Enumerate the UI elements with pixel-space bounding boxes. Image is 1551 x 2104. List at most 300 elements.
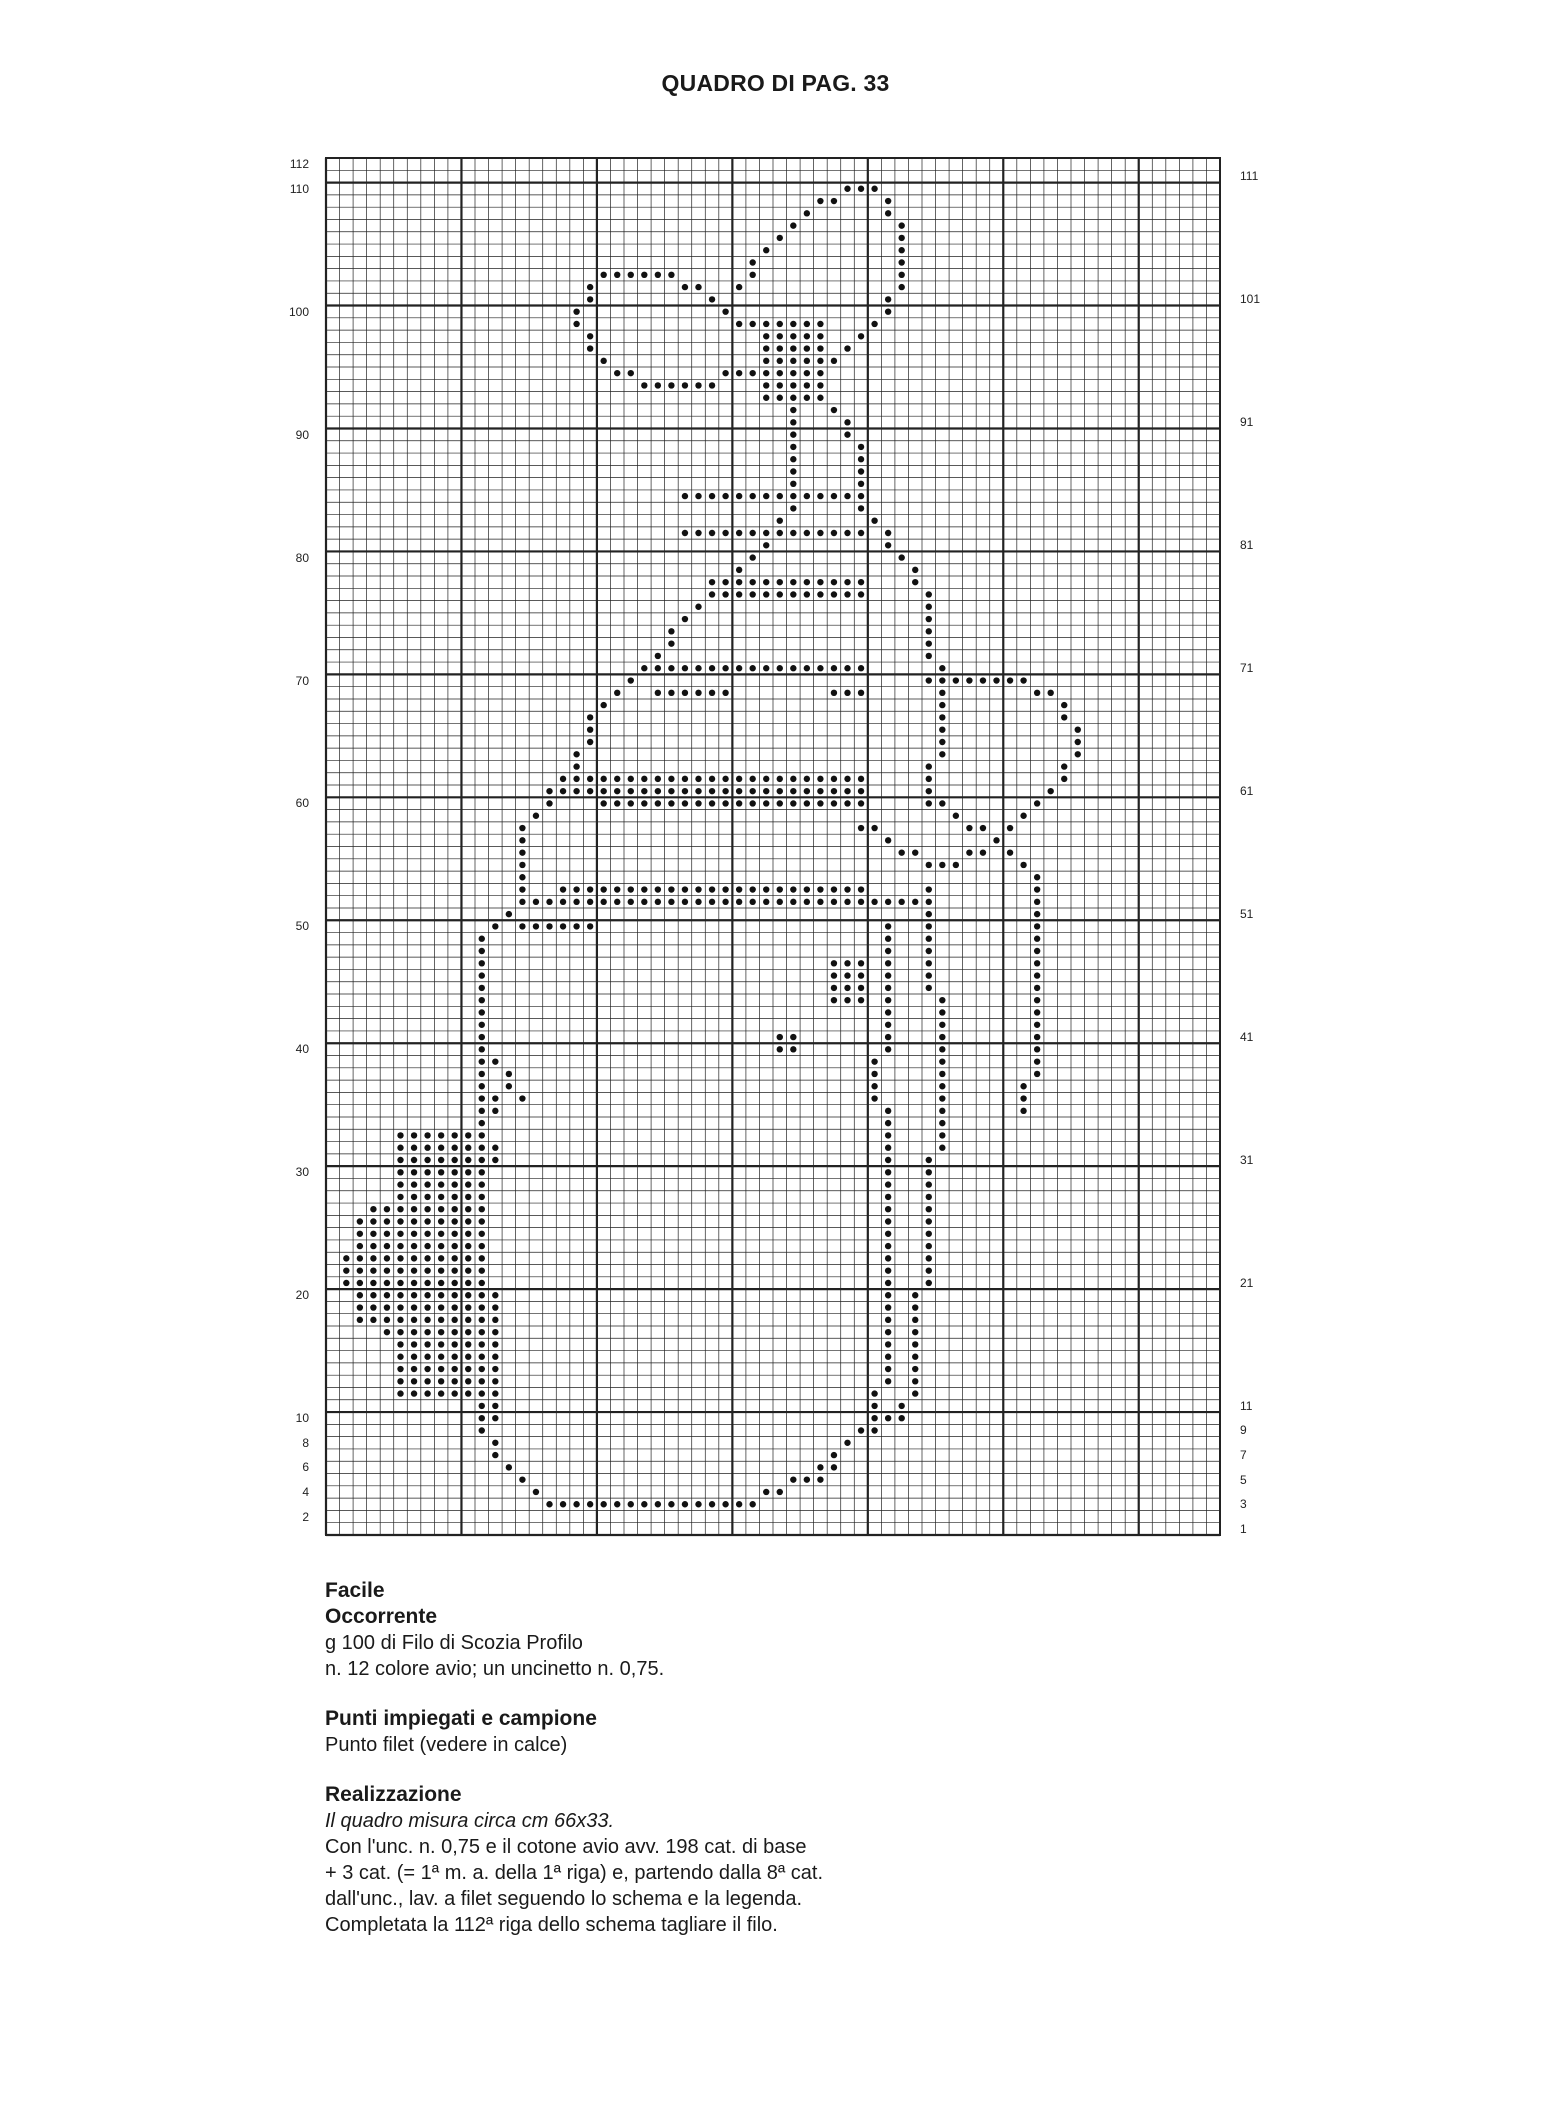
filled-cell-dot bbox=[573, 1501, 579, 1507]
filled-cell-dot bbox=[492, 1317, 498, 1323]
filled-cell-dot bbox=[804, 776, 810, 782]
filled-cell-dot bbox=[817, 321, 823, 327]
filled-cell-dot bbox=[465, 1243, 471, 1249]
filled-cell-dot bbox=[858, 456, 864, 462]
filled-cell-dot bbox=[790, 1476, 796, 1482]
filled-cell-dot bbox=[411, 1292, 417, 1298]
filled-cell-dot bbox=[885, 1022, 891, 1028]
filled-cell-dot bbox=[397, 1366, 403, 1372]
filled-cell-dot bbox=[844, 690, 850, 696]
filled-cell-dot bbox=[479, 1218, 485, 1224]
filled-cell-dot bbox=[1061, 776, 1067, 782]
filled-cell-dot bbox=[885, 1329, 891, 1335]
filled-cell-dot bbox=[763, 382, 769, 388]
filled-cell-dot bbox=[479, 1280, 485, 1286]
filled-cell-dot bbox=[885, 1009, 891, 1015]
filled-cell-dot bbox=[777, 899, 783, 905]
filled-cell-dot bbox=[357, 1317, 363, 1323]
row-label-left: 8 bbox=[302, 1435, 309, 1450]
filled-cell-dot bbox=[573, 923, 579, 929]
filled-cell-dot bbox=[492, 1452, 498, 1458]
filled-cell-dot bbox=[614, 370, 620, 376]
filled-cell-dot bbox=[424, 1304, 430, 1310]
filled-cell-dot bbox=[763, 788, 769, 794]
filled-cell-dot bbox=[506, 1071, 512, 1077]
filled-cell-dot bbox=[926, 886, 932, 892]
filled-cell-dot bbox=[479, 960, 485, 966]
filled-cell-dot bbox=[465, 1145, 471, 1151]
filled-cell-dot bbox=[804, 382, 810, 388]
filled-cell-dot bbox=[939, 1083, 945, 1089]
filled-cell-dot bbox=[519, 849, 525, 855]
filled-cell-dot bbox=[790, 468, 796, 474]
filled-cell-dot bbox=[1034, 972, 1040, 978]
filled-cell-dot bbox=[465, 1280, 471, 1286]
filled-cell-dot bbox=[438, 1157, 444, 1163]
filled-cell-dot bbox=[424, 1255, 430, 1261]
filled-cell-dot bbox=[777, 370, 783, 376]
filled-cell-dot bbox=[790, 358, 796, 364]
filled-cell-dot bbox=[465, 1157, 471, 1163]
filled-cell-dot bbox=[560, 1501, 566, 1507]
row-label-left: 90 bbox=[295, 427, 309, 442]
filled-cell-dot bbox=[953, 813, 959, 819]
filled-cell-dot bbox=[736, 1501, 742, 1507]
filled-cell-dot bbox=[384, 1218, 390, 1224]
filled-cell-dot bbox=[1034, 1046, 1040, 1052]
filled-cell-dot bbox=[885, 1354, 891, 1360]
filled-cell-dot bbox=[587, 1501, 593, 1507]
filled-cell-dot bbox=[479, 1292, 485, 1298]
filled-cell-dot bbox=[370, 1243, 376, 1249]
filled-cell-dot bbox=[885, 210, 891, 216]
filled-cell-dot bbox=[926, 640, 932, 646]
filled-cell-dot bbox=[628, 886, 634, 892]
filled-cell-dot bbox=[357, 1304, 363, 1310]
filled-cell-dot bbox=[655, 899, 661, 905]
filled-cell-dot bbox=[438, 1366, 444, 1372]
filled-cell-dot bbox=[451, 1206, 457, 1212]
filled-cell-dot bbox=[749, 530, 755, 536]
filled-cell-dot bbox=[424, 1341, 430, 1347]
filled-cell-dot bbox=[831, 358, 837, 364]
filled-cell-dot bbox=[357, 1218, 363, 1224]
filled-cell-dot bbox=[668, 886, 674, 892]
filled-cell-dot bbox=[628, 788, 634, 794]
row-label-left: 112 bbox=[289, 157, 309, 172]
filled-cell-dot bbox=[912, 1378, 918, 1384]
filled-cell-dot bbox=[763, 776, 769, 782]
filled-cell-dot bbox=[804, 579, 810, 585]
filled-cell-dot bbox=[465, 1378, 471, 1384]
filled-cell-dot bbox=[492, 1329, 498, 1335]
filled-cell-dot bbox=[804, 800, 810, 806]
filled-cell-dot bbox=[682, 800, 688, 806]
filled-cell-dot bbox=[384, 1329, 390, 1335]
filled-cell-dot bbox=[858, 1427, 864, 1433]
filled-cell-dot bbox=[858, 186, 864, 192]
filled-cell-dot bbox=[438, 1341, 444, 1347]
filled-cell-dot bbox=[722, 579, 728, 585]
filled-cell-dot bbox=[357, 1255, 363, 1261]
filled-cell-dot bbox=[397, 1329, 403, 1335]
filled-cell-dot bbox=[506, 1083, 512, 1089]
filled-cell-dot bbox=[817, 493, 823, 499]
filled-cell-dot bbox=[384, 1304, 390, 1310]
filled-cell-dot bbox=[397, 1194, 403, 1200]
filled-cell-dot bbox=[926, 653, 932, 659]
chart-title: QUADRO DI PAG. 33 bbox=[661, 70, 890, 96]
filled-cell-dot bbox=[871, 1058, 877, 1064]
filled-cell-dot bbox=[479, 1390, 485, 1396]
row-label-left: 100 bbox=[288, 304, 309, 319]
filled-cell-dot bbox=[438, 1329, 444, 1335]
filled-cell-dot bbox=[831, 985, 837, 991]
filled-cell-dot bbox=[777, 530, 783, 536]
filled-cell-dot bbox=[479, 1243, 485, 1249]
filled-cell-dot bbox=[722, 665, 728, 671]
filled-cell-dot bbox=[709, 591, 715, 597]
filled-cell-dot bbox=[506, 911, 512, 917]
filled-cell-dot bbox=[749, 370, 755, 376]
filled-cell-dot bbox=[885, 1255, 891, 1261]
filled-cell-dot bbox=[1034, 1009, 1040, 1015]
filled-cell-dot bbox=[451, 1317, 457, 1323]
filled-cell-dot bbox=[777, 395, 783, 401]
filled-cell-dot bbox=[397, 1280, 403, 1286]
filled-cell-dot bbox=[871, 1403, 877, 1409]
filled-cell-dot bbox=[926, 1280, 932, 1286]
filled-cell-dot bbox=[777, 382, 783, 388]
materials-heading: Occorrente bbox=[325, 1605, 438, 1628]
filled-cell-dot bbox=[587, 886, 593, 892]
filled-cell-dot bbox=[885, 1280, 891, 1286]
filled-cell-dot bbox=[668, 776, 674, 782]
filled-cell-dot bbox=[722, 308, 728, 314]
filled-cell-dot bbox=[451, 1218, 457, 1224]
filled-cell-dot bbox=[722, 800, 728, 806]
filled-cell-dot bbox=[763, 247, 769, 253]
filled-cell-dot bbox=[790, 395, 796, 401]
filled-cell-dot bbox=[885, 1243, 891, 1249]
filled-cell-dot bbox=[614, 899, 620, 905]
filled-cell-dot bbox=[600, 358, 606, 364]
filled-cell-dot bbox=[926, 1231, 932, 1237]
filled-cell-dot bbox=[600, 272, 606, 278]
filled-cell-dot bbox=[804, 210, 810, 216]
row-label-right: 41 bbox=[1240, 1030, 1254, 1045]
filled-cell-dot bbox=[465, 1292, 471, 1298]
filled-cell-dot bbox=[1034, 936, 1040, 942]
filled-cell-dot bbox=[709, 493, 715, 499]
filled-cell-dot bbox=[831, 960, 837, 966]
filled-cell-dot bbox=[479, 1194, 485, 1200]
filled-cell-dot bbox=[844, 431, 850, 437]
filled-cell-dot bbox=[749, 579, 755, 585]
filled-cell-dot bbox=[763, 395, 769, 401]
filled-cell-dot bbox=[479, 1354, 485, 1360]
filled-cell-dot bbox=[885, 997, 891, 1003]
filled-cell-dot bbox=[560, 776, 566, 782]
filled-cell-dot bbox=[777, 517, 783, 523]
filled-cell-dot bbox=[668, 640, 674, 646]
filled-cell-dot bbox=[600, 776, 606, 782]
filled-cell-dot bbox=[790, 579, 796, 585]
filled-cell-dot bbox=[817, 198, 823, 204]
filled-cell-dot bbox=[451, 1194, 457, 1200]
filled-cell-dot bbox=[804, 493, 810, 499]
filled-cell-dot bbox=[573, 788, 579, 794]
filled-cell-dot bbox=[885, 542, 891, 548]
filled-cell-dot bbox=[912, 1292, 918, 1298]
filled-cell-dot bbox=[682, 493, 688, 499]
filled-cell-dot bbox=[898, 272, 904, 278]
filled-cell-dot bbox=[479, 1083, 485, 1089]
work-line: + 3 cat. (= 1ª m. a. della 1ª riga) e, partendo dalla 8ª cat. bbox=[325, 1862, 824, 1884]
filled-cell-dot bbox=[993, 677, 999, 683]
filled-cell-dot bbox=[939, 714, 945, 720]
filled-cell-dot bbox=[519, 886, 525, 892]
filled-cell-dot bbox=[357, 1243, 363, 1249]
filled-cell-dot bbox=[370, 1206, 376, 1212]
filled-cell-dot bbox=[451, 1280, 457, 1286]
filled-cell-dot bbox=[831, 886, 837, 892]
filled-cell-dot bbox=[871, 517, 877, 523]
filled-cell-dot bbox=[438, 1218, 444, 1224]
filled-cell-dot bbox=[885, 1231, 891, 1237]
filled-cell-dot bbox=[451, 1132, 457, 1138]
filled-cell-dot bbox=[912, 1341, 918, 1347]
filled-cell-dot bbox=[939, 800, 945, 806]
row-label-right: 21 bbox=[1240, 1275, 1254, 1290]
filled-cell-dot bbox=[709, 899, 715, 905]
filled-cell-dot bbox=[695, 899, 701, 905]
filled-cell-dot bbox=[844, 985, 850, 991]
filled-cell-dot bbox=[804, 333, 810, 339]
filled-cell-dot bbox=[763, 321, 769, 327]
filled-cell-dot bbox=[939, 1120, 945, 1126]
filled-cell-dot bbox=[695, 665, 701, 671]
filled-cell-dot bbox=[465, 1317, 471, 1323]
filled-cell-dot bbox=[411, 1317, 417, 1323]
row-label-right: 91 bbox=[1240, 415, 1254, 430]
filled-cell-dot bbox=[384, 1292, 390, 1298]
filled-cell-dot bbox=[1034, 1058, 1040, 1064]
filled-cell-dot bbox=[885, 198, 891, 204]
filled-cell-dot bbox=[411, 1132, 417, 1138]
filled-cell-dot bbox=[939, 702, 945, 708]
work-line: dall'unc., lav. a filet seguendo lo schema e la legenda. bbox=[325, 1888, 803, 1910]
filled-cell-dot bbox=[749, 554, 755, 560]
filled-cell-dot bbox=[479, 972, 485, 978]
filled-cell-dot bbox=[479, 936, 485, 942]
filled-cell-dot bbox=[614, 690, 620, 696]
filled-cell-dot bbox=[1020, 677, 1026, 683]
filled-cell-dot bbox=[871, 1390, 877, 1396]
filled-cell-dot bbox=[831, 493, 837, 499]
filled-cell-dot bbox=[397, 1292, 403, 1298]
filled-cell-dot bbox=[492, 1440, 498, 1446]
row-label-right: 31 bbox=[1240, 1153, 1254, 1167]
filled-cell-dot bbox=[465, 1231, 471, 1237]
filled-cell-dot bbox=[451, 1378, 457, 1384]
filled-cell-dot bbox=[1034, 1034, 1040, 1040]
filled-cell-dot bbox=[885, 1378, 891, 1384]
filled-cell-dot bbox=[343, 1267, 349, 1273]
filled-cell-dot bbox=[1007, 677, 1013, 683]
filled-cell-dot bbox=[479, 1341, 485, 1347]
filled-cell-dot bbox=[763, 493, 769, 499]
filled-cell-dot bbox=[898, 284, 904, 290]
filled-cell-dot bbox=[438, 1390, 444, 1396]
filled-cell-dot bbox=[587, 899, 593, 905]
filled-cell-dot bbox=[790, 431, 796, 437]
filled-cell-dot bbox=[424, 1329, 430, 1335]
filled-cell-dot bbox=[451, 1329, 457, 1335]
filled-cell-dot bbox=[397, 1169, 403, 1175]
filled-cell-dot bbox=[736, 788, 742, 794]
filled-cell-dot bbox=[560, 899, 566, 905]
filled-cell-dot bbox=[980, 677, 986, 683]
filled-cell-dot bbox=[451, 1169, 457, 1175]
filled-cell-dot bbox=[763, 591, 769, 597]
filled-cell-dot bbox=[411, 1157, 417, 1163]
filled-cell-dot bbox=[926, 1194, 932, 1200]
filled-cell-dot bbox=[1075, 739, 1081, 745]
filled-cell-dot bbox=[844, 419, 850, 425]
filled-cell-dot bbox=[479, 1403, 485, 1409]
filled-cell-dot bbox=[912, 1366, 918, 1372]
filled-cell-dot bbox=[695, 690, 701, 696]
filled-cell-dot bbox=[492, 1157, 498, 1163]
filled-cell-dot bbox=[397, 1231, 403, 1237]
filled-cell-dot bbox=[939, 677, 945, 683]
filled-cell-dot bbox=[479, 1255, 485, 1261]
filled-cell-dot bbox=[817, 1464, 823, 1470]
filled-cell-dot bbox=[438, 1354, 444, 1360]
filled-cell-dot bbox=[573, 776, 579, 782]
filled-cell-dot bbox=[953, 862, 959, 868]
filled-cell-dot bbox=[736, 665, 742, 671]
filled-cell-dot bbox=[817, 382, 823, 388]
filled-cell-dot bbox=[655, 382, 661, 388]
filled-cell-dot bbox=[465, 1132, 471, 1138]
row-label-left: 20 bbox=[295, 1288, 309, 1303]
filled-cell-dot bbox=[790, 530, 796, 536]
filled-cell-dot bbox=[411, 1341, 417, 1347]
filled-cell-dot bbox=[777, 886, 783, 892]
filled-cell-dot bbox=[682, 886, 688, 892]
filled-cell-dot bbox=[763, 1489, 769, 1495]
filled-cell-dot bbox=[831, 776, 837, 782]
filled-cell-dot bbox=[790, 345, 796, 351]
filled-cell-dot bbox=[343, 1280, 349, 1286]
filled-cell-dot bbox=[844, 493, 850, 499]
filled-cell-dot bbox=[465, 1390, 471, 1396]
filled-cell-dot bbox=[479, 1046, 485, 1052]
filled-cell-dot bbox=[533, 899, 539, 905]
filled-cell-dot bbox=[465, 1354, 471, 1360]
filled-cell-dot bbox=[790, 444, 796, 450]
filled-cell-dot bbox=[709, 579, 715, 585]
filled-cell-dot bbox=[573, 308, 579, 314]
filled-cell-dot bbox=[1075, 727, 1081, 733]
filled-cell-dot bbox=[898, 554, 904, 560]
filled-cell-dot bbox=[858, 788, 864, 794]
filled-cell-dot bbox=[885, 972, 891, 978]
filled-cell-dot bbox=[357, 1267, 363, 1273]
filled-cell-dot bbox=[1034, 1022, 1040, 1028]
filled-cell-dot bbox=[668, 1501, 674, 1507]
filled-cell-dot bbox=[424, 1267, 430, 1273]
filled-cell-dot bbox=[1034, 800, 1040, 806]
filled-cell-dot bbox=[1007, 825, 1013, 831]
filled-cell-dot bbox=[858, 960, 864, 966]
filled-cell-dot bbox=[763, 345, 769, 351]
filled-cell-dot bbox=[831, 997, 837, 1003]
filled-cell-dot bbox=[682, 1501, 688, 1507]
filled-cell-dot bbox=[587, 714, 593, 720]
filled-cell-dot bbox=[451, 1145, 457, 1151]
filled-cell-dot bbox=[1034, 911, 1040, 917]
row-label-left: 30 bbox=[295, 1165, 309, 1180]
filled-cell-dot bbox=[479, 1034, 485, 1040]
filled-cell-dot bbox=[438, 1132, 444, 1138]
filled-cell-dot bbox=[628, 677, 634, 683]
filled-cell-dot bbox=[885, 899, 891, 905]
filled-cell-dot bbox=[479, 1009, 485, 1015]
filled-cell-dot bbox=[479, 997, 485, 1003]
filled-cell-dot bbox=[1020, 1095, 1026, 1101]
filled-cell-dot bbox=[695, 493, 701, 499]
filled-cell-dot bbox=[424, 1317, 430, 1323]
filled-cell-dot bbox=[898, 1415, 904, 1421]
filled-cell-dot bbox=[614, 272, 620, 278]
filled-cell-dot bbox=[790, 1034, 796, 1040]
filled-cell-dot bbox=[641, 382, 647, 388]
filled-cell-dot bbox=[926, 1157, 932, 1163]
work-line: Completata la 112ª riga dello schema tagliare il filo. bbox=[325, 1914, 778, 1936]
filled-cell-dot bbox=[1061, 714, 1067, 720]
filled-cell-dot bbox=[479, 1058, 485, 1064]
filled-cell-dot bbox=[709, 382, 715, 388]
filled-cell-dot bbox=[479, 1317, 485, 1323]
filled-cell-dot bbox=[898, 849, 904, 855]
filled-cell-dot bbox=[600, 886, 606, 892]
filled-cell-dot bbox=[926, 800, 932, 806]
filled-cell-dot bbox=[370, 1280, 376, 1286]
filled-cell-dot bbox=[695, 776, 701, 782]
filled-cell-dot bbox=[465, 1304, 471, 1310]
filled-cell-dot bbox=[722, 1501, 728, 1507]
filled-cell-dot bbox=[777, 1489, 783, 1495]
filled-cell-dot bbox=[519, 1476, 525, 1482]
filled-cell-dot bbox=[926, 591, 932, 597]
filled-cell-dot bbox=[424, 1218, 430, 1224]
work-line: Con l'unc. n. 0,75 e il cotone avio avv. 198 cat. di base bbox=[325, 1836, 807, 1858]
filled-cell-dot bbox=[980, 849, 986, 855]
filled-cell-dot bbox=[790, 1046, 796, 1052]
filled-cell-dot bbox=[709, 296, 715, 302]
filled-cell-dot bbox=[831, 530, 837, 536]
filled-cell-dot bbox=[479, 1329, 485, 1335]
filled-cell-dot bbox=[790, 456, 796, 462]
filled-cell-dot bbox=[695, 530, 701, 536]
row-label-left: 40 bbox=[295, 1042, 309, 1057]
filled-cell-dot bbox=[628, 800, 634, 806]
filled-cell-dot bbox=[438, 1255, 444, 1261]
filled-cell-dot bbox=[424, 1206, 430, 1212]
